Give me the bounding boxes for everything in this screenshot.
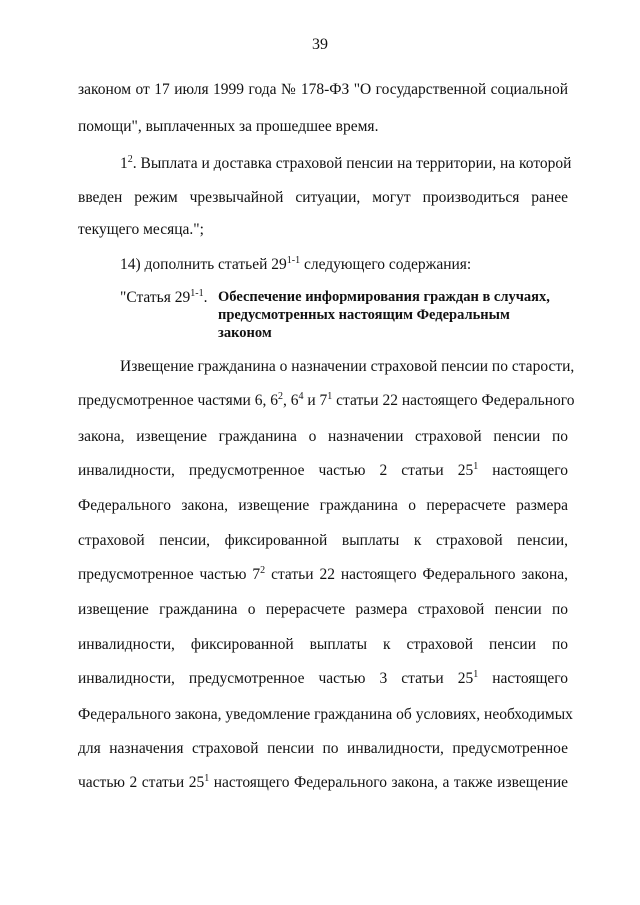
article-title-line: предусмотренных настоящим Федеральным [218,307,510,323]
article-title-line: законом [218,325,272,341]
text-line: 14) дополнить статьей 29$^{1-1}$ следующего содержания: [120,255,472,273]
superscript: 1-1 [190,288,204,299]
superscript: 1 [204,773,210,784]
page-number: 39 [312,36,328,53]
text-line: $1^2$. Выплата и доставка страховой пенсии на территории, на которой [120,154,572,172]
text-line: предусмотренное частями 6, $6^2$, $6^4$ и $7^1$ статьи 22 настоящего Федерального [78,391,575,409]
text-line: закона, извещение гражданина о назначении страховой пенсии по [78,428,568,445]
text-line: предусмотренное частью $7^2$ статьи 22 настоящего Федерального закона, [78,565,568,583]
text-line: помощи", выплаченных за прошедшее время. [78,118,379,135]
superscript: 1 [327,391,333,402]
text-line: частью 2 статьи $25^1$ настоящего Федерального закона, а также извещение [78,773,568,791]
text-line: текущего месяца."; [78,221,204,238]
superscript: 1 [473,669,479,680]
superscript: 2 [260,565,266,576]
text-line: Извещение гражданина о назначении страховой пенсии по старости, [120,358,575,375]
article-title [218,288,578,342]
text-line: инвалидности, фиксированной выплаты к страховой пенсии по [78,636,568,653]
text-line: введен режим чрезвычайной ситуации, могут производиться ранее [78,189,568,206]
superscript: 4 [298,391,304,402]
text-line: инвалидности, предусмотренное частью 2 статьи $25^1$ настоящего [78,461,568,479]
text-line: извещение гражданина о перерасчете размера страховой пенсии по [78,601,568,618]
text-line: инвалидности, предусмотренное частью 3 статьи $25^1$ настоящего [78,669,568,687]
text-line: страховой пенсии, фиксированной выплаты к страховой пенсии, [78,532,568,549]
article-label: "Статья 29$^{1-1}$. [120,288,208,306]
superscript: 1 [473,461,479,472]
superscript: 2 [127,154,133,165]
article-title-line: Обеспечение информирования граждан в случаях, [218,289,550,305]
text-line: Федерального закона, уведомление гражданина об условиях, необходимых [78,706,573,723]
text-line: законом от 17 июля 1999 года № 178-ФЗ "О государственной социальной [78,81,568,98]
superscript: 2 [277,391,283,402]
text-line: Федерального закона, извещение гражданина о перерасчете размера [78,497,568,514]
text-line: для назначения страховой пенсии по инвалидности, предусмотренное [78,740,568,757]
superscript: 1-1 [286,255,301,266]
